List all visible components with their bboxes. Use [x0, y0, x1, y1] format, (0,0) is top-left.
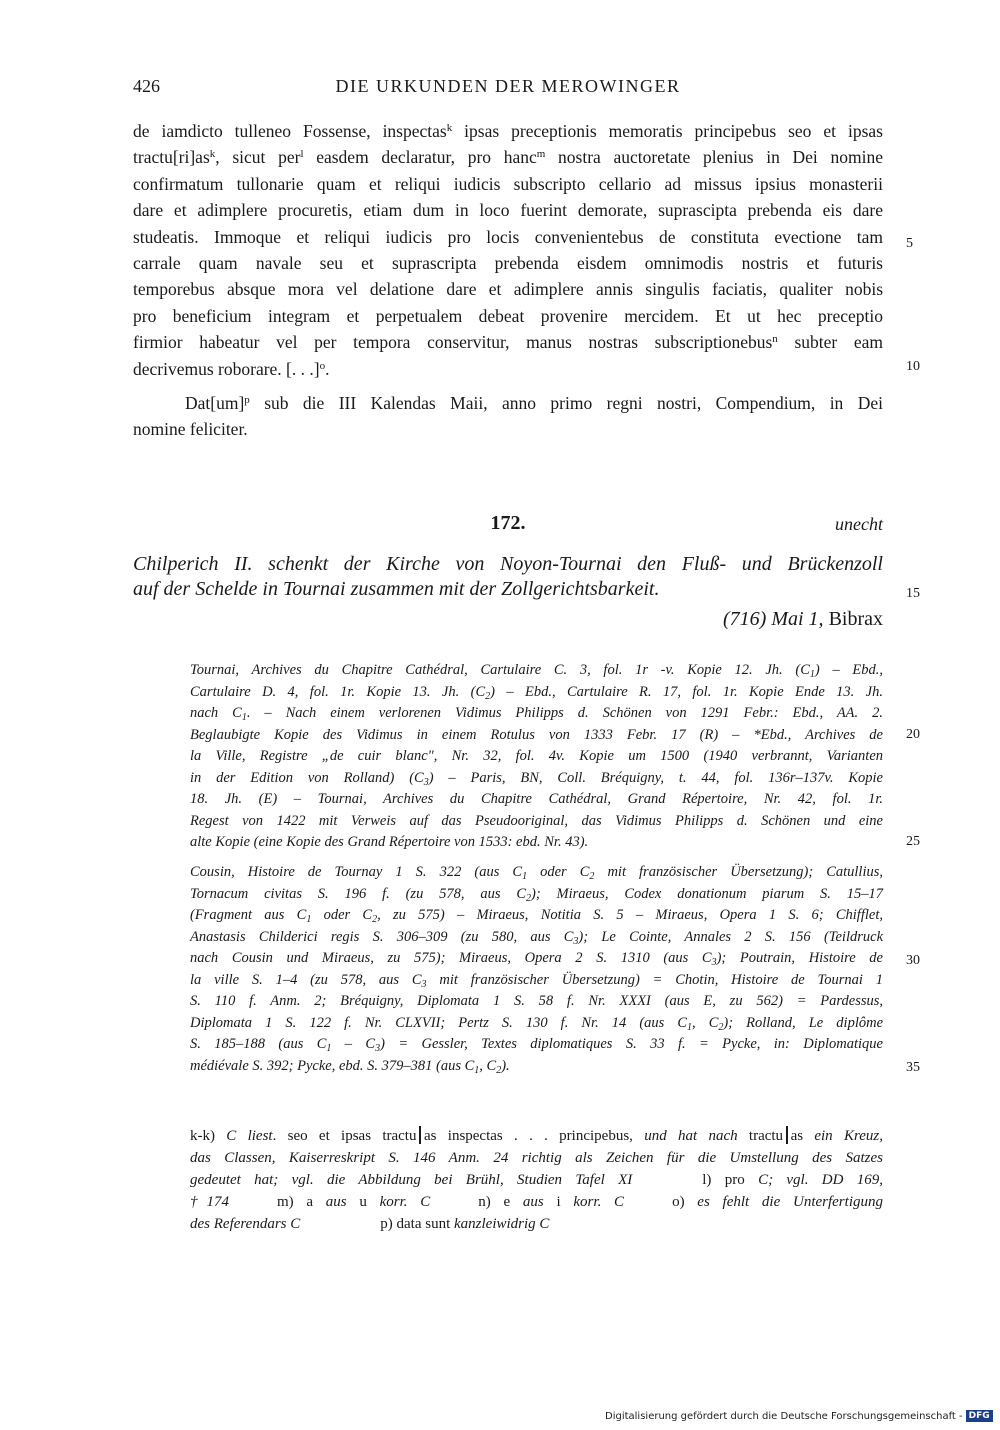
apparatus-line: Beglaubigte Kopie des Vidimus in einem Rotulus von 1333 Febr. 17 (R) – *Ebd., Archives de [190, 726, 883, 743]
text-line: pro beneficium integram et perpetualem debeat provenire mercidem. Et ut hec preceptio [133, 305, 883, 326]
literature-apparatus [190, 862, 883, 1077]
line-number: 5 [906, 236, 913, 251]
apparatus-line: Regest von 1422 mit Verweis auf das Pseudooriginal, das Vidimus Philipps d. Schönen und eine [190, 812, 883, 829]
line-number: 25 [906, 834, 920, 849]
line-number: 30 [906, 953, 920, 968]
dating-clause [133, 390, 883, 443]
line-number: 10 [906, 359, 920, 374]
text-line: de iamdicto tulleneo Fossense, inspectas$^k$ ipsas preceptionis memoratis principebus seo et ipsas [133, 121, 883, 141]
apparatus-line: alte Kopie (eine Kopie des Grand Répertoire von 1533: ebd. Nr. 43). [190, 834, 589, 850]
dfg-logo: DFG [966, 1410, 993, 1422]
apparatus-line: in der Edition von Rolland) $(C_3)$ – Paris, BN, Coll. Bréquigny, t. 44, fol. 136r–137v. Kopie [190, 769, 883, 788]
text-line: temporebus absque mora vel delatione dare et adimplere annis singulis faciatis, qualiter nobis [133, 279, 883, 300]
text-line: firmior habeatur vel per tempora conservitur, manus nostras subscriptionebus$^n$ subter eam [133, 332, 883, 353]
divider-mark [419, 1126, 421, 1144]
page-header [133, 76, 883, 102]
apparatus-line: Anastasis Childerici regis S. 306–309 (zu 580, aus $C_3$); Le Cointe, Annales 2 S. 156 (Teildruck [190, 928, 884, 947]
tradition-apparatus [190, 660, 883, 854]
text-line: decrivemus roborare. [. . .]$^o$. [133, 358, 330, 379]
footer-credit: Digitalisierung gefördert durch die Deutsche Forschungsgemeinschaft - DFG [605, 1410, 993, 1422]
text-line: nomine feliciter. [133, 419, 248, 440]
apparatus-line: S. 185–188 (aus $C_1 - C_3$) = Gessler, Textes diplomatiques S. 33 f. = Pycke, in: Diplomatique [190, 1036, 883, 1054]
regest [133, 552, 883, 602]
authenticity-status: unecht [835, 514, 883, 534]
apparatus-line: Tornacum civitas S. 196 f. (zu 578, aus $C_2$); Miraeus, Codex donationum piarum S. 15–17 [190, 885, 884, 904]
regest-line: Chilperich II. schenkt der Kirche von Noyon-Tournai den Fluß- und Brückenzoll [133, 553, 883, 575]
text-line: $tractu[ri]as^k$, sicut per$^l$ easdem declaratur, pro hanc$^m$ nostra auctoretate plenius in Dei nomine [133, 147, 883, 168]
text-line: dare et adimplere procuretis, etiam dum in loco fuerint demorate, suprascipta prebenda eis dare [133, 200, 883, 221]
note-line: †174 m) a aus u korr. C n) e aus i korr. C o) es fehlt die Unterfertigung [190, 1194, 883, 1210]
apparatus-line: 18. Jh. (E) – Tournai, Archives du Chapitre Cathédral, Grand Répertoire, Nr. 42, fol. 1r. [190, 791, 883, 807]
note-line: k-k) C liest. seo et ipsas tractu as inspectas . . . principebus, und hat nach tractu as ein Kreuz, [190, 1128, 884, 1144]
apparatus-line: S. 110 f. Anm. 2; Bréquigny, Diplomata 1 S. 58 f. Nr. XXXI (aus E, zu 562) = Pardessus, [190, 993, 883, 1009]
text-line: Dat[um]$^p$ sub die III Kalendas Maii, anno primo regni nostri, Compendium, in Dei [185, 393, 883, 413]
line-number: 15 [906, 586, 920, 601]
apparatus-line: (Fragment aus $C_1$ oder $C_2$, zu 575) – Miraeus, Notitia S. 5 – Miraeus, Opera 1 S. 6; Chifflet, [190, 907, 883, 925]
line-number: 20 [906, 727, 920, 742]
document-number: 172. [490, 512, 526, 534]
note-line: das Classen, Kaiserreskript S. 146 Anm. 24 richtig als Zeichen für die Umstellung des Satzes [190, 1150, 883, 1166]
regest-line: auf der Schelde in Tournai zusammen mit der Zollgerichtsbarkeit. [133, 578, 660, 600]
apparatus-line: Tournai, Archives du Chapitre Cathédral, Cartulaire C. 3, fol. 1r -v. Kopie 12. Jh. $(C_1)$ – Ebd., [190, 662, 884, 680]
note-line: des Referendars C p) data sunt kanzleiwidrig C [190, 1216, 550, 1232]
apparatus-line: Cousin, Histoire de Tournay 1 S. 322 (aus $C_1$ oder $C_2$ mit französischer Übersetzung); Catullius, [190, 864, 884, 882]
apparatus-line: la ville S. 1–4 (zu 578, aus $C_3$ mit französischer Übersetzung) = Chotin, Histoire de Tournai 1 [190, 971, 883, 990]
apparatus-line: Diplomata 1 S. 122 f. Nr. CLXVII; Pertz S. 130 f. Nr. 14 (aus $C_1$, $C_2$); Rolland, Le diplôme [190, 1014, 883, 1033]
text-line: carrale quam navale seu et suprascripta prebenda eisdem omnimodis nostris et futuris [133, 252, 883, 273]
apparatus-line: la Ville, Registre „de cuir blanc", Nr. 32, fol. 4v. Kopie um 1500 (1940 verbrannt, Varianten [190, 748, 883, 764]
apparatus-line: nach $C_1$. – Nach einem verlorenen Vidimus Philipps d. Schönen von 1291 Febr.: Ebd., AA. 2. [190, 705, 884, 723]
text-line: studeatis. Immoque et reliqui iudicis pro locis convenientebus de constituta evectione tam [133, 226, 883, 247]
page-number: 426 [133, 76, 160, 96]
apparatus-line: Cartulaire D. 4, fol. 1r. Kopie 13. Jh. $(C_2)$ – Ebd., Cartulaire R. 17, fol. 1r. Kopie Ende 13. Jh. [190, 683, 883, 702]
charter-text [133, 118, 883, 382]
critical-notes [190, 1125, 883, 1235]
note-line: gedeutet hat; vgl. die Abbildung bei Brühl, Studien Tafel XI l) pro C; vgl. DD 169, [190, 1172, 883, 1188]
line-number: 35 [906, 1060, 920, 1075]
document-heading [133, 512, 883, 540]
running-title: DIE URKUNDEN DER MEROWINGER [335, 76, 681, 96]
apparatus-line: médiévale S. 392; Pycke, ebd. S. 379–381 (aus $C_1$, $C_2$). [190, 1057, 510, 1076]
apparatus-line: nach Cousin und Miraeus, zu 575); Miraeus, Opera 2 S. 1310 (aus $C_3$); Poutrain, Histoire de [190, 950, 883, 968]
date-place: (716) Mai 1, Bibrax [723, 608, 883, 630]
divider-mark [786, 1126, 788, 1144]
text-line: confirmatum tullonarie quam et reliqui iudicis subscripto cellario ad missus ipsius monasterii [133, 173, 883, 194]
